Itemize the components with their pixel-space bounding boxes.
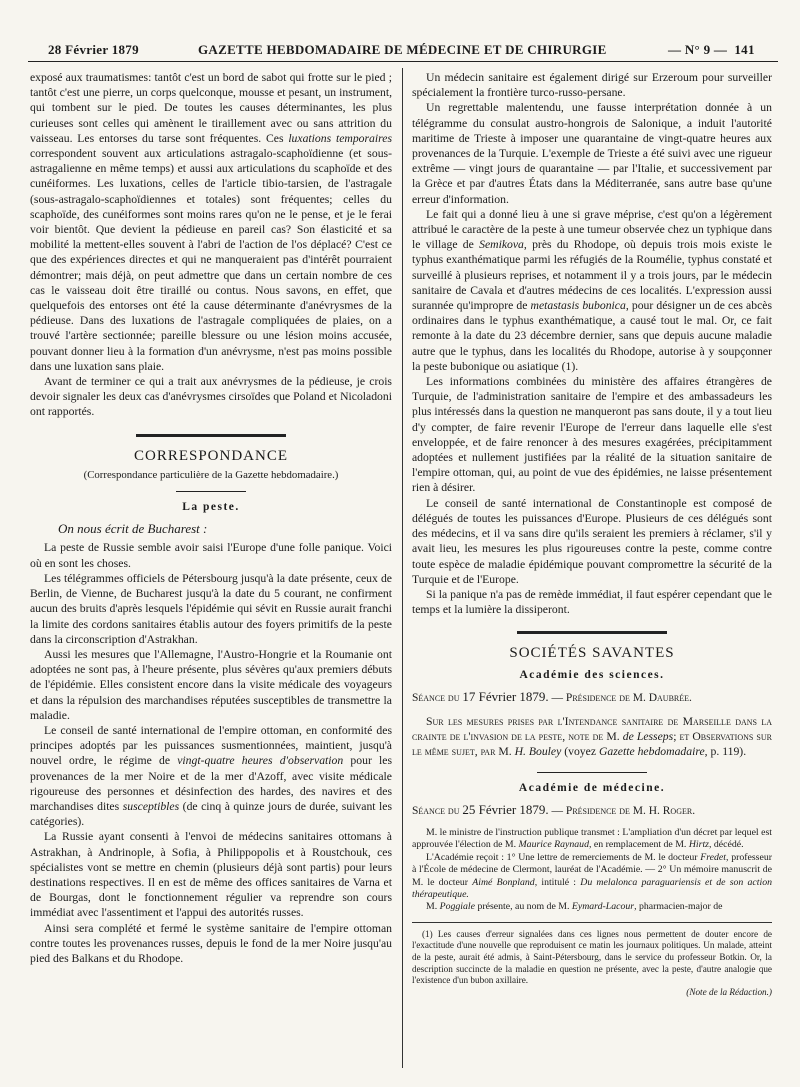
- footnote: (1) Les causes d'erreur signalées dans ces lignes nous permettent de douter encore de l'exactitude d'une nouvelle que reproduisent ce matin les journaux politiques. Un malade, atteint de la peste, aurait été admis, à Saint-Pétersbourg, dans le service du professeur Botkin. Or, la description succincte de la maladie en question ne présente, avec la peste, d'autre analogie que l'existence d'un bubon axillaire.: [412, 928, 772, 986]
- seance-line: Séance du 25 Février 1879. — Présidence de M. H. Roger.: [412, 801, 696, 817]
- paragraph: Le conseil de santé international de Constantinople est composé de délégués de toutes les puissances d'Europe. Plusieurs de ces délégués sont des médecins, et il va sans dire qu'ils seraient les premiers à réclamer, s'il y avait lieu, les mesures les plus rigoureuses contre la peste, comme contre toute espèce de maladie épidémique pouvant compromettre la sécurité de la Turquie et de l'Europe.: [412, 496, 772, 586]
- paragraph: La Russie ayant consenti à l'envoi de médecins sanitaires ottomans à Astrakhan, à Andrinople, à Sofia, à Philippopolis et à Roustchouk, ces spécialistes vont se mettre en chemin (plusieurs déjà sont partis) pour leurs destinations respectives. Il en est de même des offices sanitaires de Varna et de Bourgas, dont le fonctionnement régulier va reprendre son cours immédiat avec l'assentiment et l'appui des autorités russes.: [30, 830, 392, 920]
- paragraph: Avant de terminer ce qui a trait aux anévrysmes de la pédieuse, je crois devoir signaler les deux cas d'anévrysmes cirsoïdes que Poland et Nicoladoni ont rapportés.: [30, 375, 392, 419]
- right-column: [412, 70, 772, 998]
- paragraph: Le conseil de santé international de l'empire ottoman, en conformité des principes adoptés par les puissances susmentionnées, maintient, jusqu'à nouvel ordre, le régime de vingt-quatre heures d'observation pour les provenances de la mer Noire et de la mer d'Azoff, avec visite médicale rigoureuse des personnes et désinfection des hardes, des navires et des marchandises dites susceptibles (de cinq à quinze jours de durée, suivant les catégories).: [30, 723, 393, 829]
- section-divider: [517, 631, 667, 634]
- subheading-la-peste: La peste.: [182, 501, 240, 514]
- seance-line: Séance du 17 Février 1879. — Présidence de M. Daubrée.: [412, 688, 692, 704]
- paragraph-small: L'Académie reçoit : 1° Une lettre de remerciements de M. le docteur Fredet, professeur à l'École de médecine de Clermont, lauréat de l'Académie. — 2° Un mémoire manuscrit de M. le docteur Aimé Bonpland, intitulé : Du melalonca paraguariensis et de son action thérapeutique.: [412, 851, 773, 900]
- divider: [176, 491, 246, 492]
- column-divider: [402, 68, 403, 1068]
- section-subtitle: (Correspondance particulière de la Gazette hebdomadaire.): [83, 468, 339, 481]
- paragraph: Un regrettable malentendu, une fausse interprétation donnée à un télégramme du consulat austro-hongrois de Salonique, a induit l'autorité maritime de Trieste à imposer une quarantaine de vingt-quatre heures aux provenances de la Turquie. L'exemple de Trieste a été suivi avec une rigueur extrême — vingt jours de quarantaine — par l'Italie, et successivement par la Grèce et par d'autres États dans la Méditerranée, sans autre base qu'une erreur d'information.: [412, 101, 772, 206]
- section-title-correspondance: CORRESPONDANCE: [133, 447, 289, 464]
- paragraph: Sur les mesures prises par l'Intendance sanitaire de Marseille dans la crainte de l'invasion de la peste, note de M. de Lesseps; et Observations sur le même sujet, par M. H. Bouley (voyez Gazette hebdomadaire, p. 119).: [412, 714, 772, 759]
- paragraph: Aussi les mesures que l'Allemagne, l'Austro-Hongrie et la Roumanie ont adoptées ne sont pas, à l'heure présente, plus sévères qu'aux premiers débuts de l'épidémie. Elles consistent encore dans la visite médicale des voyageurs et dans la répulsion des marchandises réputées susceptibles de transmettre la maladie.: [30, 647, 392, 722]
- paragraph: Le fait qui a donné lieu à une si grave méprise, c'est qu'on a légèrement attribué le caractère de la peste à une tumeur observée chez un typhique dans le village de Semikova, près du Rhodope, où depuis trois mois existe le typhus exanthématique parmi les réfugiés de la Roumélie, typhus constaté et surveillé à plusieurs reprises, et notamment il y a trois jours, par le médecin sanitaire de Cavala et d'autres médecins de ces localités. L'expression aussi surannée qu'impropre de metastasis bubonica, pour désigner un de ces abcès ordinaires dans le typhus exanthématique, a causé tout le mal. Or, ce fait remonte à la date du 23 décembre dernier, sans que depuis aucune maladie autre que le typhus, dans les localités du Rhodope, autorise à y soupçonner la peste bubonique ou asiatique (1).: [412, 207, 773, 373]
- paragraph: exposé aux traumatismes: tantôt c'est un bord de sabot qui frotte sur le pied ; tantôt c'est une pierre, un corps quelconque, mousse et pesant, un instrument, qui tombent sur le pied. De toutes les causes déterminantes, les plus curieuses sont celles qui amènent le tiraillement avec ou sans attrition du vaisseau. Les entorses du tarse sont fréquentes. Ces luxations temporaires correspondent souvent aux articulations astragalo-scaphoïdienne (et sous-astragalienne en même temps) et aussi aux articulations du scaphoïde et des cunéiformes. Les luxations, celles de l'article tibio-tarsien, de l'astragale (sous-astragalo-scaphoïdiennes et totales) sont fréquentes; celles du scaphoïde, des cunéiformes sont moins rares qu'on ne le pense, et je le ferai voir bientôt. Que devient la pédieuse en pareil cas? Son élasticité et sa mobilité la mettent-elles souvent à l'abri de l'action de l'os déplacé? C'est ce que des expériences directes et qui ne manqueraient pas d'intérêt pourraient démontrer; mais déjà, on peut admettre que dans un certain nombre de ces cas le vaisseau doit être tiraillé ou contus. Nous savons, en effet, que quelquefois des entorses ont été la cause déterminante d'anévrysmes de la pédieuse. Dans des luxations de l'astragale compliquées de plaies, on a trouvé l'artère sectionnée; pareille blessure ou une lésion moins accusée, pouvant donner lieu à la formation d'un anévrysme, n'est pas moins possible dans une luxation sans plaie.: [30, 71, 392, 373]
- divider: [537, 772, 647, 773]
- paragraph: La peste de Russie semble avoir saisi l'Europe d'une folle panique. Voici où en sont les choses.: [30, 541, 392, 570]
- header-title: GAZETTE HEBDOMADAIRE DE MÉDECINE ET DE CHIRURGIE: [198, 42, 607, 57]
- paragraph-small: M. le ministre de l'instruction publique transmet : L'ampliation d'un décret par lequel est approuvée l'élection de M. Maurice Raynaud, en remplacement de M. Hirtz, décédé.: [412, 826, 772, 851]
- header-page-number: — N° 9 — 141: [668, 42, 755, 57]
- section-title-societes-savantes: SOCIÉTÉS SAVANTES: [509, 645, 675, 662]
- header-rule: [28, 61, 778, 62]
- footnote-signature: (Note de la Rédaction.): [686, 986, 772, 997]
- paragraph: Les télégrammes officiels de Pétersbourg jusqu'à la date présente, ceux de Berlin, de Vienne, de Bucharest jusqu'à la date du 5 courant, ne confirment aucun des bruits d'après lesquels l'épidémie qui sévit en Russie aurait franchi la limite des cordons sanitaires établis autour des foyers primitifs de la peste dans la circonscription d'Astrakhan.: [30, 571, 392, 646]
- paragraph: Si la panique n'a pas de remède immédiat, il faut espérer cependant que le temps et la lumière la dissiperont.: [412, 587, 772, 617]
- paragraph: Ainsi sera complété et fermé le système sanitaire de l'empire ottoman contre toutes les provenances russes, depuis le fond de la mer Noire jusqu'au pied des Balkans et du Rhodope.: [30, 921, 392, 965]
- paragraph-small: M. Poggiale présente, au nom de M. Eymard-Lacour, pharmacien-major de: [426, 901, 723, 913]
- header-date: 28 Février 1879: [48, 42, 139, 57]
- paragraph: Les informations combinées du ministère des affaires étrangères de Turquie, de l'administration sanitaire de l'empire et des ambassadeurs les plus intéressés dans la question ne manqueront pas sans doute, il y a tout lieu d'y compter, de faire revenir l'Europe de l'erreur dans laquelle elle s'est enveloppée, et de faire renoncer à des mesures exagérées, précipitamment adoptées et nullement justifiées par la réalité de la situation sanitaire de l'empire ottoman, qui, au point de vue des épidémies, ne laisse présentement rien à désirer.: [412, 375, 772, 495]
- section-divider: [136, 434, 286, 437]
- subheading-academie-sciences: Académie des sciences.: [519, 668, 665, 681]
- footnote-rule: [412, 922, 772, 923]
- subheading-academie-medecine: Académie de médecine.: [518, 781, 666, 794]
- left-column: [30, 70, 392, 966]
- paragraph: Un médecin sanitaire est également dirigé sur Erzeroum pour surveiller spécialement la frontière turco-russo-persane.: [412, 71, 772, 100]
- dateline: On nous écrit de Bucharest :: [58, 521, 208, 537]
- page-header: [0, 38, 800, 62]
